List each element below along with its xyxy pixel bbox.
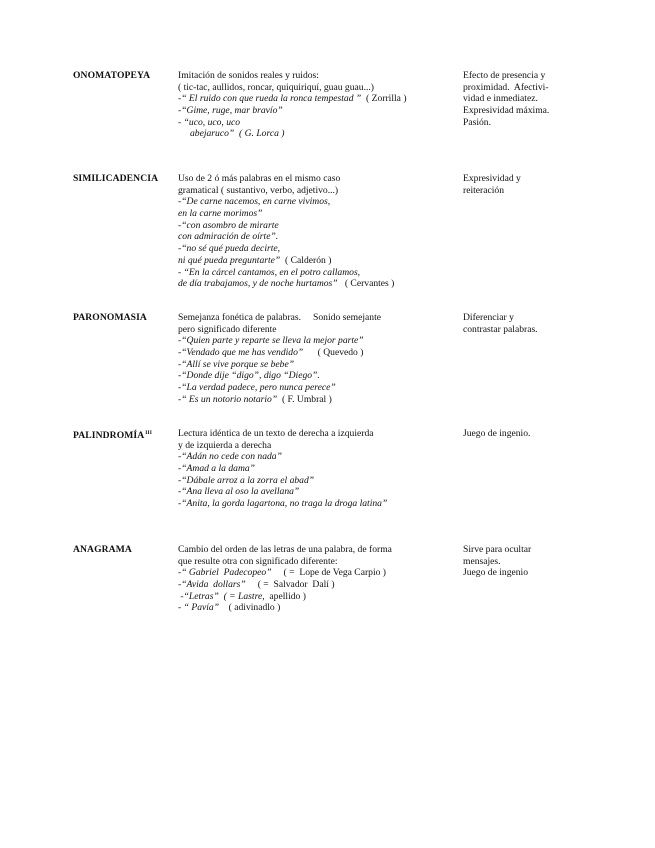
example-line: de día trabajamos, y de noche hurtamos” ( Cervantes ) — [178, 278, 395, 290]
entry-palindromia — [0, 428, 655, 523]
term-description — [178, 70, 448, 140]
effect-line: Juego de ingenio — [463, 567, 529, 579]
description-line: que resulte otra con significado diferente: — [178, 555, 338, 567]
example-line: -“Quien parte y reparte se lleva la mejor parte” — [178, 335, 364, 347]
term-title: $PALINDROMÍA^{III}$ — [73, 430, 153, 441]
effect-line: Efecto de presencia y — [463, 70, 546, 81]
description-line: Cambio del orden de las letras de una palabra, de forma — [178, 544, 392, 555]
term-description — [178, 428, 448, 510]
effect-line: Juego de ingenio. — [463, 428, 531, 439]
term-effect — [463, 544, 573, 579]
example-line: -“Letras” ( = Lastre, apellido ) — [178, 590, 306, 602]
example-line: -“Amad a la dama” — [178, 463, 256, 475]
entry-paronomasia — [0, 312, 655, 417]
entry-anagrama — [0, 544, 655, 629]
term-title: ONOMATOPEYA — [73, 70, 151, 81]
example-line: -“ El ruido con que rueda la ronca tempestad ” ( Zorrilla ) — [178, 93, 407, 105]
example-line: -“Gime, ruge, mar bravío” — [178, 105, 283, 117]
example-line: -“ Es un notorio notario” ( F. Umbral ) — [178, 393, 332, 405]
effect-line: mensajes. — [463, 555, 501, 567]
example-line: -“La verdad padece, pero nunca perece” — [178, 382, 336, 394]
description-line: gramatical ( sustantivo, verbo, adjetivo...) — [178, 184, 339, 196]
description-line: Lectura idéntica de un texto de derecha a izquierda — [178, 428, 374, 439]
term-title: ANAGRAMA — [73, 544, 132, 555]
effect-line: proximidad. Afectivi- — [463, 81, 549, 93]
description-line: Imitación de sonidos reales y ruidos: — [178, 70, 319, 81]
footnote-marker: III — [145, 430, 153, 436]
effect-line: Expresividad máxima. — [463, 105, 550, 117]
example-line: con admiración de oírte”. — [178, 231, 279, 243]
example-line: en la carne morimos” — [178, 208, 263, 220]
example-line: -“Avida dollars” ( = Salvador Dalí ) — [178, 579, 335, 591]
term-title: PARONOMASIA — [73, 312, 147, 323]
term-effect — [463, 70, 573, 128]
description-line: Uso de 2 ó más palabras en el mismo caso — [178, 173, 341, 184]
entry-onomatopeya — [0, 70, 655, 160]
effect-line: vidad e inmediatez. — [463, 93, 538, 105]
term-description — [178, 544, 448, 614]
example-line: -“De carne nacemos, en carne vivimos, — [178, 196, 331, 208]
example-line: - “En la cárcel cantamos, en el potro callamos, — [178, 266, 361, 278]
example-line: -“Dábale arroz a la zorra el abad” — [178, 474, 315, 486]
effect-line: Expresividad y — [463, 173, 521, 184]
example-line: -“ Gabriel Padecopeo” ( = Lope de Vega Carpio ) — [178, 567, 387, 579]
example-line: - “uco, uco, uco — [178, 116, 241, 128]
term-title: SIMILICADENCIA — [73, 173, 159, 184]
effect-line: contrastar palabras. — [463, 323, 538, 335]
effect-line: Sirve para ocultar — [463, 544, 532, 555]
example-line: -“Anita, la gorda lagartona, no traga la droga latina” — [178, 498, 388, 510]
entry-similicadencia — [0, 173, 655, 303]
description-line: ( tic-tac, aullidos, roncar, quiquiriquí, guau guau...) — [178, 81, 374, 93]
example-line: ni qué pueda preguntarte” ( Calderón ) — [178, 254, 332, 266]
term-description — [178, 312, 448, 406]
effect-line: Diferenciar y — [463, 312, 514, 323]
example-line: -“Vendado que me has vendido” ( Quevedo ) — [178, 347, 364, 359]
term-effect — [463, 428, 573, 440]
example-line: -“con asombro de mirarte — [178, 219, 279, 231]
term-effect — [463, 173, 573, 196]
term-description — [178, 173, 448, 290]
example-line: -“Adán no cede con nada” — [178, 451, 282, 463]
example-line: -“Ana lleva al oso la avellana” — [178, 486, 300, 498]
description-line: Semejanza fonética de palabras. Sonido semejante — [178, 312, 381, 323]
example-line: - “ Pavía” ( adivinadlo ) — [178, 602, 281, 614]
description-line: pero significado diferente — [178, 323, 277, 335]
example-line: -“no sé qué pueda decirte, — [178, 243, 281, 255]
example-line: abejaruco” ( G. Lorca ) — [178, 128, 285, 140]
term-effect — [463, 312, 573, 335]
example-line: -“Donde dije “digo”, digo “Diego”. — [178, 370, 320, 382]
description-line: y de izquierda a derecha — [178, 439, 272, 451]
effect-line: reiteración — [463, 184, 505, 196]
example-line: -“Allí se vive porque se bebe” — [178, 358, 295, 370]
effect-line: Pasión. — [463, 116, 491, 128]
